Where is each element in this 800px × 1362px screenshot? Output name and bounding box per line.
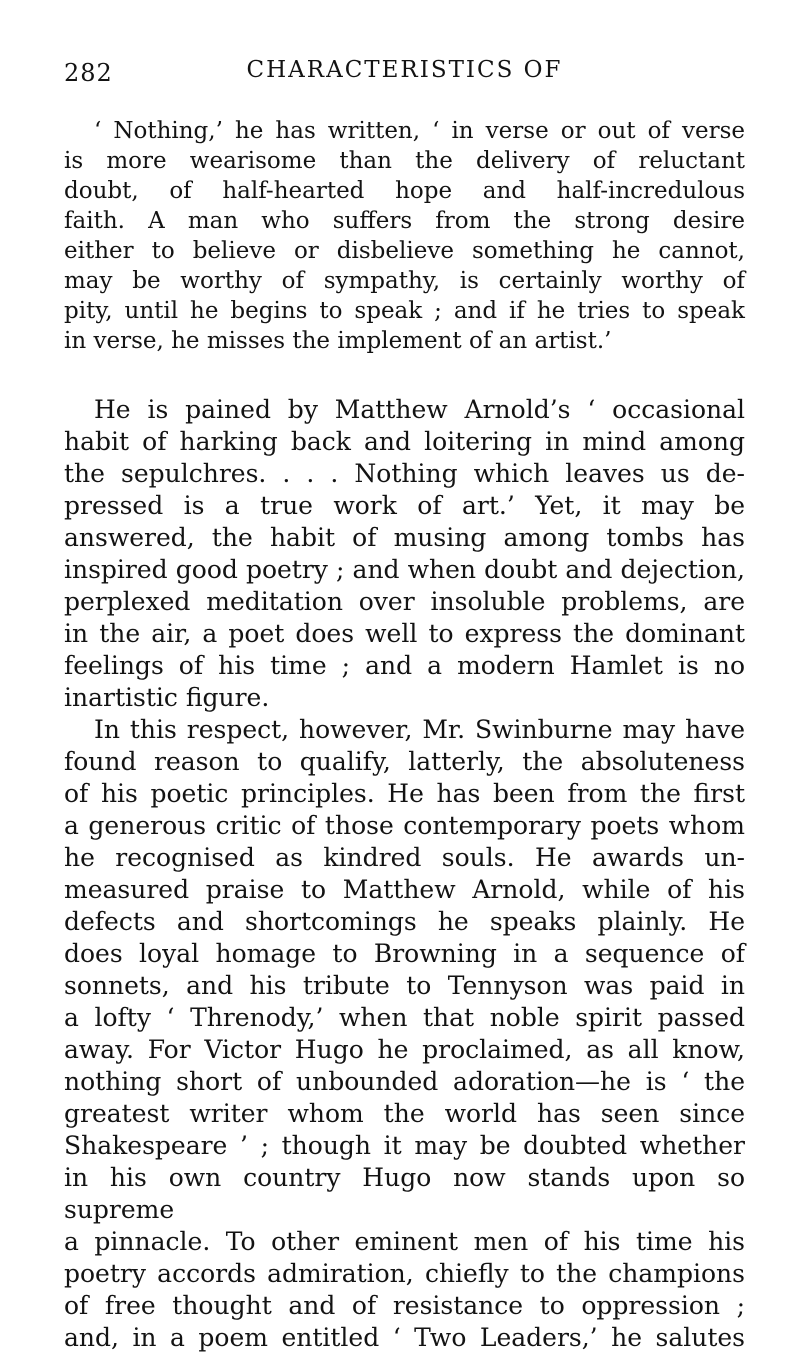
text-line: in the air, a poet does well to express the dominant <box>64 619 745 648</box>
text-line: habit of harking back and loitering in mind among <box>64 427 745 456</box>
text-line: and, in a poem entitled ‘ Two Leaders,’ he salutes <box>64 1323 745 1352</box>
text-line: nothing short of unbounded adoration—he is ‘ the <box>64 1067 745 1096</box>
block-quote <box>64 116 745 356</box>
text-line: feelings of his time ; and a modern Hamlet is no <box>64 651 745 680</box>
text-line: is more wearisome than the delivery of reluctant <box>64 148 745 174</box>
paragraph <box>64 714 745 1354</box>
text-line: pity, until he begins to speak ; and if he tries to speak <box>64 298 745 324</box>
running-header-title: CHARACTERISTICS OF <box>246 57 563 83</box>
text-line: faith. A man who suffers from the strong desire <box>64 208 745 234</box>
text-line: of free thought and of resistance to oppression ; <box>64 1291 745 1320</box>
text-line: either to believe or disbelieve something he cannot, <box>64 238 745 264</box>
text-line: inspired good poetry ; and when doubt and dejection, <box>64 555 745 584</box>
text-line: poetry accords admiration, chiefly to the champions <box>64 1259 745 1288</box>
text-line: In this respect, however, Mr. Swinburne may have <box>94 715 745 744</box>
text-line: inartistic figure. <box>64 683 270 712</box>
text-line: away. For Victor Hugo he proclaimed, as all know, <box>64 1035 745 1064</box>
text-line: he recognised as kindred souls. He awards un- <box>64 843 745 872</box>
text-line: a pinnacle. To other eminent men of his time his <box>64 1227 745 1256</box>
text-line: pressed is a true work of art.’ Yet, it may be <box>64 491 745 520</box>
text-line: answered, the habit of musing among tombs has <box>64 523 745 552</box>
text-line: perplexed meditation over insoluble problems, are <box>64 587 745 616</box>
text-line: does loyal homage to Browning in a sequence of <box>64 939 745 968</box>
page-header <box>64 57 745 87</box>
text-line: sonnets, and his tribute to Tennyson was paid in <box>64 971 745 1000</box>
text-line: a generous critic of those contemporary poets whom <box>64 811 745 840</box>
text-line: defects and shortcomings he speaks plainly. He <box>64 907 745 936</box>
text-line: greatest writer whom the world has seen since <box>64 1099 745 1128</box>
text-line: of his poetic principles. He has been from the first <box>64 779 745 808</box>
page-text <box>64 116 745 1354</box>
text-line: found reason to qualify, latterly, the absoluteness <box>64 747 745 776</box>
paragraph <box>64 394 745 714</box>
text-line: may be worthy of sympathy, is certainly worthy of <box>64 268 745 294</box>
text-line: Shakespeare ’ ; though it may be doubted whether <box>64 1131 745 1160</box>
text-line: in his own country Hugo now stands upon so supreme <box>64 1163 745 1224</box>
text-line: doubt, of half-hearted hope and half-incredulous <box>64 178 745 204</box>
text-line: measured praise to Matthew Arnold, while of his <box>64 875 745 904</box>
text-line: ‘ Nothing,’ he has written, ‘ in verse or out of verse <box>94 118 745 144</box>
page-number: 282 <box>64 59 113 87</box>
text-line: in verse, he misses the implement of an artist.’ <box>64 328 612 354</box>
text-line: the sepulchres. . . . Nothing which leaves us de- <box>64 459 745 488</box>
text-line: a lofty ‘ Threnody,’ when that noble spirit passed <box>64 1003 745 1032</box>
text-line: He is pained by Matthew Arnold’s ‘ occasional <box>94 395 745 424</box>
